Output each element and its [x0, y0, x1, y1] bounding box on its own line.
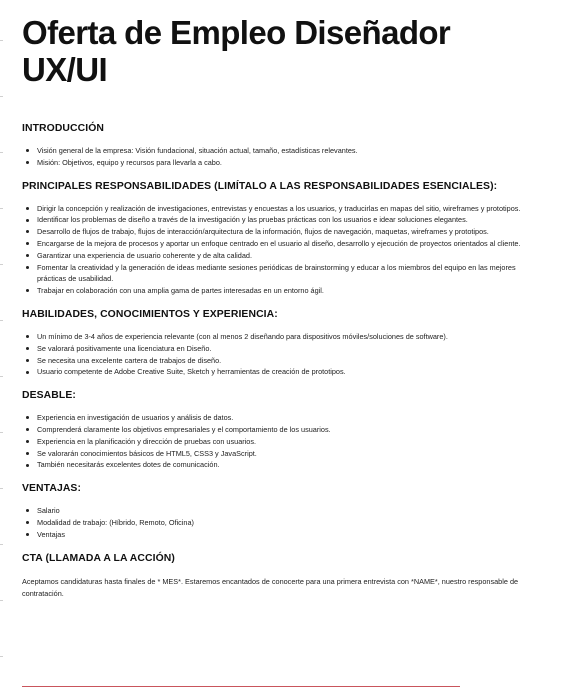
list-item: Misión: Objetivos, equipo y recursos para llevarla a cabo.	[22, 157, 542, 169]
list-item: Se necesita una excelente cartera de trabajos de diseño.	[22, 355, 542, 367]
list-item: Se valorará positivamente una licenciatura en Diseño.	[22, 343, 542, 355]
section-list	[22, 505, 542, 540]
section-list	[22, 412, 542, 471]
section-title: PRINCIPALES RESPONSABILIDADES (LIMÍTALO A LAS RESPONSABILIDADES ESENCIALES):	[22, 180, 498, 192]
section-list	[22, 331, 542, 378]
section-title: INTRODUCCIÓN	[22, 123, 105, 134]
list-item: Dirigir la concepción y realización de investigaciones, entrevistas y encuestas a los usuarios, y traducirlas en mapas del sitio, wireframes y prototipos.	[22, 203, 542, 215]
list-item: Desarrollo de flujos de trabajo, flujos de interacción/arquitectura de la información, flujos de navegación, maquetas, wireframes y prototipos.	[22, 226, 542, 238]
list-item: Comprenderá claramente los objetivos empresariales y el comportamiento de los usuarios.	[22, 424, 542, 436]
cta-title: CTA (LLAMADA A LA ACCIÓN)	[22, 552, 175, 564]
list-item: Salario	[22, 505, 542, 517]
list-item: Encargarse de la mejora de procesos y aportar un enfoque centrado en el usuario al diseño, desarrollo y ejecución de proyectos orientados al cliente.	[22, 238, 542, 250]
list-item: Trabajar en colaboración con una amplia gama de partes interesadas en un entorno ágil.	[22, 285, 542, 297]
list-item: Fomentar la creatividad y la generación de ideas mediante sesiones periódicas de brainstorming y educar a los miembros del equipo en las mejores prácticas de usabilidad.	[22, 262, 542, 286]
list-item: También necesitarás excelentes dotes de comunicación.	[22, 459, 542, 471]
section-list	[22, 203, 542, 297]
cta-text: Aceptamos candidaturas hasta finales de * MES*. Estaremos encantados de conocerte para una primera entrevista con *NAME*, nuestro responsable de contratación.	[22, 576, 519, 598]
section-title: HABILIDADES, CONOCIMIENTOS Y EXPERIENCIA:	[22, 308, 278, 320]
section-title: DESABLE:	[22, 390, 76, 402]
list-item: Visión general de la empresa: Visión fundacional, situación actual, tamaño, estadísticas relevantes.	[22, 145, 542, 157]
list-item: Modalidad de trabajo: (Híbrido, Remoto, Oficina)	[22, 517, 542, 529]
section-list	[22, 145, 542, 169]
list-item: Usuario competente de Adobe Creative Suite, Sketch y herramientas de creación de prototipos.	[22, 366, 542, 378]
list-item: Ventajas	[22, 529, 542, 541]
margin-guides	[0, 0, 3, 698]
sections	[22, 122, 542, 541]
page-title: Oferta de Empleo Diseñador UX/UI	[22, 14, 451, 88]
list-item: Experiencia en investigación de usuarios y análisis de datos.	[22, 412, 542, 424]
list-item: Se valorarán conocimientos básicos de HTML5, CSS3 y JavaScript.	[22, 448, 542, 460]
list-item: Experiencia en la planificación y dirección de pruebas con usuarios.	[22, 436, 542, 448]
list-item: Identificar los problemas de diseño a través de la investigación y las pruebas prácticas con los usuarios e idear soluciones elegantes.	[22, 214, 542, 226]
list-item: Garantizar una experiencia de usuario coherente y de alta calidad.	[22, 250, 542, 262]
section-title: VENTAJAS:	[22, 483, 82, 495]
bottom-divider	[22, 686, 460, 687]
document-page	[22, 14, 542, 600]
list-item: Un mínimo de 3-4 años de experiencia relevante (con al menos 2 diseñando para dispositivos móviles/soluciones de software).	[22, 331, 542, 343]
